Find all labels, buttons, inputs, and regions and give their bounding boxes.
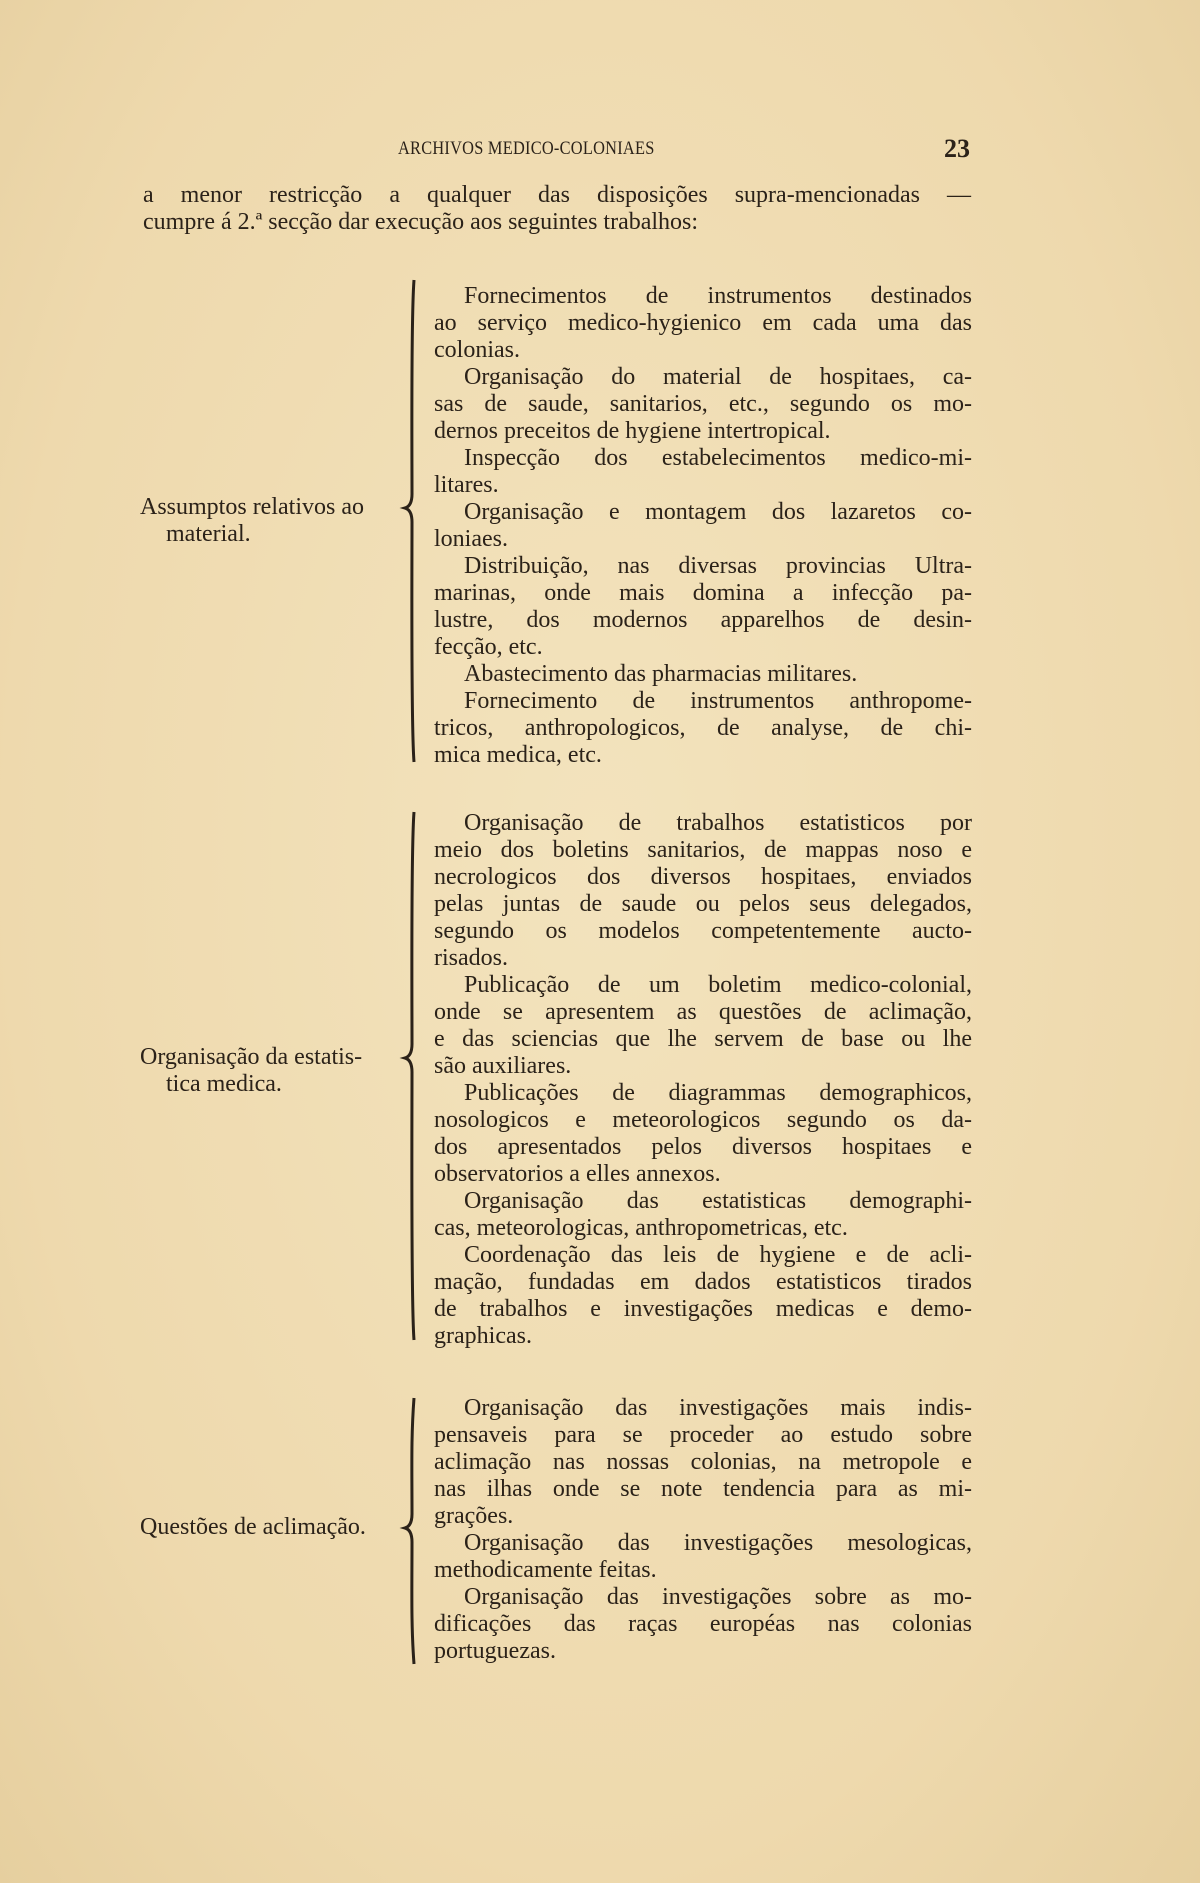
- item-line: Organisação das estatisticas demographi-: [464, 1188, 972, 1214]
- item-line: Organisação das investigações mesologicas,: [464, 1530, 972, 1556]
- item-line: Publicações de diagrammas demographicos,: [464, 1080, 972, 1106]
- item-paragraph: [434, 1395, 972, 1530]
- item-line: onde se apresentem as questões de aclimação,: [434, 999, 972, 1025]
- item-line: Fornecimento de instrumentos anthropome-: [464, 688, 972, 714]
- section-label-line: Organisação da estatis-: [140, 1044, 363, 1070]
- item-line: Organisação e montagem dos lazaretos co-: [464, 499, 972, 525]
- item-line: Inspecção dos estabelecimentos medico-mi-: [464, 445, 972, 471]
- item-line: methodicamente feitas.: [434, 1557, 657, 1583]
- item-line: Organisação de trabalhos estatisticos por: [464, 810, 972, 836]
- item-paragraph: [434, 1530, 972, 1584]
- item-line: lustre, dos modernos apparelhos de desin-: [434, 607, 972, 633]
- item-line: risados.: [434, 945, 508, 971]
- item-line: marinas, onde mais domina a infecção pa-: [434, 580, 972, 606]
- item-paragraph: [434, 1080, 972, 1188]
- journal-title: ARCHIVOS MEDICO-COLONIAES: [398, 138, 655, 159]
- item-line: Publicação de um boletim medico-colonial,: [464, 972, 972, 998]
- item-line: segundo os modelos competentemente aucto-: [434, 918, 972, 944]
- item-line: fecção, etc.: [434, 634, 543, 660]
- item-line: Fornecimentos de instrumentos destinados: [464, 283, 972, 309]
- item-line: pensaveis para se proceder ao estudo sobre: [434, 1422, 972, 1448]
- item-line: Organisação do material de hospitaes, ca-: [464, 364, 972, 390]
- item-line: Abastecimento das pharmacias militares.: [464, 661, 858, 687]
- item-paragraph: [434, 1242, 972, 1350]
- section-items: [434, 283, 972, 769]
- item-line: colonias.: [434, 337, 520, 363]
- item-line: necrologicos dos diversos hospitaes, enviados: [434, 864, 972, 890]
- item-paragraph: [434, 810, 972, 972]
- item-paragraph: [434, 661, 972, 688]
- item-line: Organisação das investigações mais indis-: [464, 1395, 972, 1421]
- section-label: [140, 494, 364, 548]
- item-line: observatorios a elles annexos.: [434, 1161, 721, 1187]
- section-label-line: tica medica.: [166, 1071, 282, 1097]
- intro-line: cumpre á 2.ª secção dar execução aos seguintes trabalhos:: [143, 209, 699, 235]
- page-number: 23: [944, 134, 970, 163]
- item-line: grações.: [434, 1503, 514, 1529]
- section-items: [434, 1395, 972, 1665]
- item-paragraph: [434, 688, 972, 769]
- section-label-line: Assumptos relativos ao: [140, 494, 364, 520]
- item-line: tricos, anthropologicos, de analyse, de chi-: [434, 715, 972, 741]
- item-line: graphicas.: [434, 1323, 532, 1349]
- item-paragraph: [434, 445, 972, 499]
- item-paragraph: [434, 1584, 972, 1665]
- curly-brace: [405, 1398, 414, 1664]
- item-paragraph: [434, 364, 972, 445]
- item-paragraph: [434, 283, 972, 364]
- section-label-line: material.: [166, 521, 251, 547]
- item-paragraph: [434, 499, 972, 553]
- section-label: [140, 1044, 362, 1098]
- item-line: dernos preceitos de hygiene intertropical.: [434, 418, 831, 444]
- intro-line: a menor restricção a qualquer das disposições supra-mencionadas —: [143, 182, 971, 208]
- item-line: Coordenação das leis de hygiene e de acli-: [464, 1242, 972, 1268]
- item-line: pelas juntas de saude ou pelos seus delegados,: [434, 891, 972, 917]
- item-line: dos apresentados pelos diversos hospitaes e: [434, 1134, 972, 1160]
- item-line: de trabalhos e investigações medicas e demo-: [434, 1296, 972, 1322]
- item-line: ao serviço medico-hygienico em cada uma das: [434, 310, 972, 336]
- item-line: Distribuição, nas diversas provincias Ultra-: [464, 553, 972, 579]
- item-paragraph: [434, 972, 972, 1080]
- item-paragraph: [434, 1188, 972, 1242]
- section-label-line: Questões de aclimação.: [140, 1514, 366, 1540]
- item-line: portuguezas.: [434, 1638, 556, 1664]
- item-line: mação, fundadas em dados estatisticos tirados: [434, 1269, 972, 1295]
- item-line: Organisação das investigações sobre as mo-: [464, 1584, 972, 1610]
- item-line: loniaes.: [434, 526, 508, 552]
- item-line: dificações das raças européas nas colonias: [434, 1611, 972, 1637]
- curly-brace: [405, 280, 414, 762]
- item-line: são auxiliares.: [434, 1053, 572, 1079]
- section-items: [434, 810, 972, 1350]
- curly-brace: [405, 812, 414, 1340]
- item-line: mica medica, etc.: [434, 742, 602, 768]
- section-label: [140, 1514, 366, 1541]
- item-paragraph: [434, 553, 972, 661]
- item-line: litares.: [434, 472, 499, 498]
- item-line: cas, meteorologicas, anthropometricas, etc.: [434, 1215, 848, 1241]
- item-line: nas ilhas onde se note tendencia para as mi-: [434, 1476, 972, 1502]
- item-line: e das sciencias que lhe servem de base ou lhe: [434, 1026, 972, 1052]
- item-line: nosologicos e meteorologicos segundo os da-: [434, 1107, 972, 1133]
- item-line: aclimação nas nossas colonias, na metropole e: [434, 1449, 972, 1475]
- item-line: meio dos boletins sanitarios, de mappas noso e: [434, 837, 972, 863]
- item-line: sas de saude, sanitarios, etc., segundo os mo-: [434, 391, 972, 417]
